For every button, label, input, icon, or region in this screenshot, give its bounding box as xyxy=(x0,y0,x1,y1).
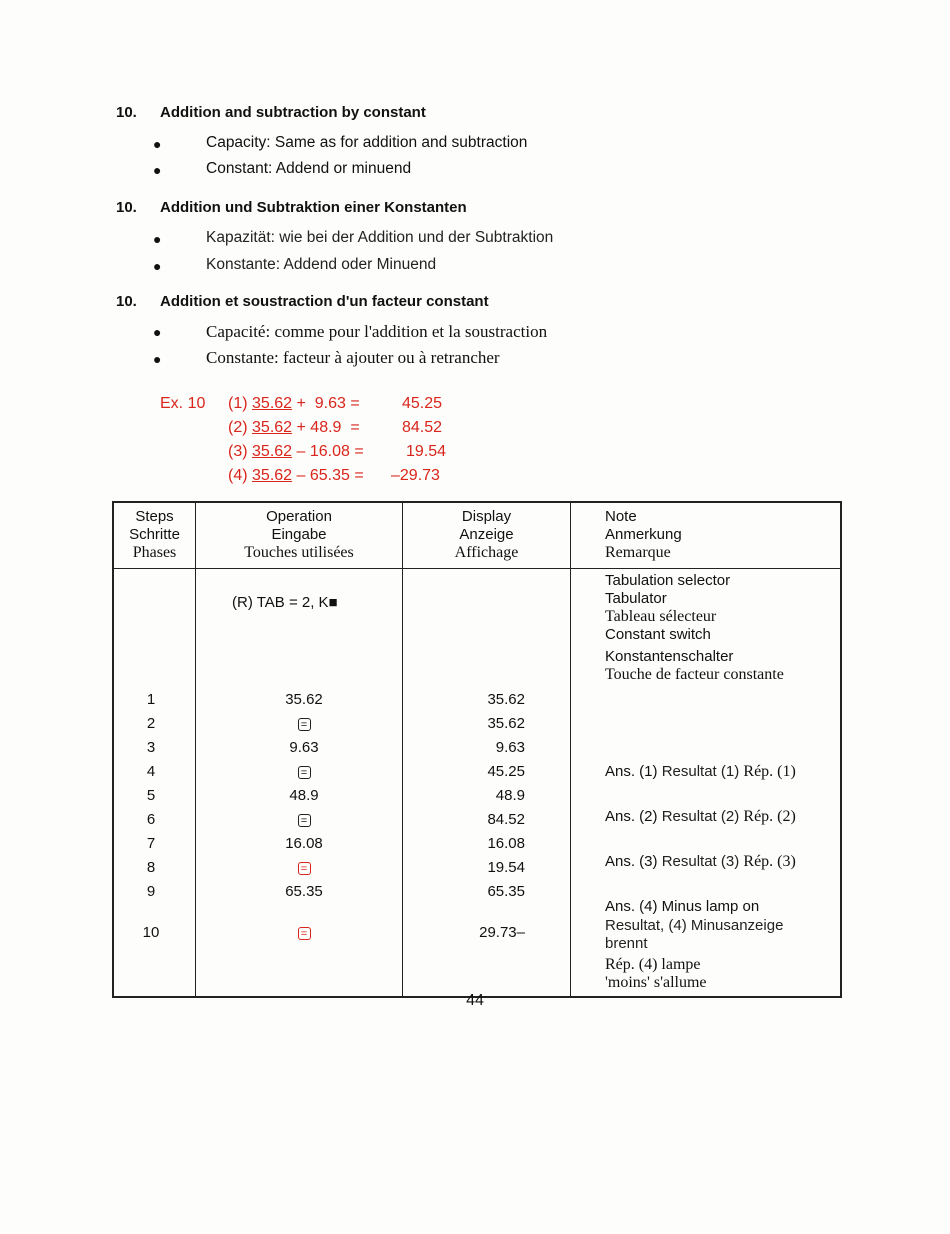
equals-key-icon: = xyxy=(298,718,311,731)
note-line: Touche de facteur constante xyxy=(605,666,784,683)
step-number: 1 xyxy=(146,691,156,708)
note-line: Tabulation selector xyxy=(605,572,731,589)
section-title-fr: Addition et soustraction d'un facteur constant xyxy=(160,293,489,310)
answer-en: Ans. (3) xyxy=(605,853,658,870)
example-constant: 35.62 xyxy=(252,419,293,436)
answer-de: Resultat (1) xyxy=(661,763,740,780)
header-operation xyxy=(196,508,402,562)
header-text: Operation xyxy=(266,508,332,525)
bullet-text: Konstante: Addend oder Minuend xyxy=(206,256,437,273)
display-value: 29.73– xyxy=(479,924,525,941)
example-result: 84.52 xyxy=(402,419,443,436)
display-value: 16.08 xyxy=(487,835,525,852)
equals-key-icon: = xyxy=(298,814,311,827)
answer-note xyxy=(605,853,796,871)
display-value: 48.9 xyxy=(495,787,525,804)
step-number: 4 xyxy=(146,763,156,780)
column-divider xyxy=(195,503,196,996)
step-number: 10 xyxy=(142,924,160,941)
bullet-icon: ● xyxy=(153,258,162,274)
bullet-text: Capacity: Same as for addition and subtraction xyxy=(206,134,528,151)
bullet-text: Constant: Addend or minuend xyxy=(206,160,412,177)
note-line: Tabulator xyxy=(605,590,667,607)
example-expression: – 65.35 = xyxy=(296,467,364,484)
note-line: Constant switch xyxy=(605,626,711,643)
step-number: 7 xyxy=(146,835,156,852)
header-text: Phases xyxy=(132,544,177,561)
operation-value: 9.63 xyxy=(289,739,319,756)
example-expression: + 48.9 = xyxy=(296,419,360,436)
section-title-de: Addition und Subtraktion einer Konstanten xyxy=(160,199,467,216)
example-index: (1) xyxy=(228,395,248,412)
bullet-icon: ● xyxy=(153,162,162,178)
operation-value: 65.35 xyxy=(285,883,323,900)
setup-note xyxy=(605,572,784,684)
answer-de: Resultat (3) xyxy=(661,853,740,870)
equals-key-icon: = xyxy=(298,862,311,875)
section-number: 10. xyxy=(116,104,137,121)
bullet-icon: ● xyxy=(153,136,162,152)
header-note xyxy=(605,508,682,562)
header-text: Steps xyxy=(135,508,174,525)
step-number: 3 xyxy=(146,739,156,756)
answer-note xyxy=(605,808,796,826)
bullet-icon: ● xyxy=(153,231,162,247)
header-text: Eingabe xyxy=(271,526,327,543)
header-text: Anzeige xyxy=(459,526,514,543)
header-text: Note xyxy=(605,508,637,525)
display-value: 45.25 xyxy=(487,763,525,780)
answer-note-4 xyxy=(605,898,783,993)
note-line: Ans. (4) Minus lamp on xyxy=(605,898,760,915)
operation-value: 16.08 xyxy=(285,835,323,852)
example-line xyxy=(228,395,360,413)
answer-en: Ans. (2) xyxy=(605,808,658,825)
bullet-text: Capacité: comme pour l'addition et la soustraction xyxy=(206,322,548,341)
equals-key-icon: = xyxy=(298,927,311,940)
example-result: 45.25 xyxy=(402,395,443,412)
equals-key-icon: = xyxy=(298,766,311,779)
answer-note xyxy=(605,763,796,781)
section-title-en: Addition and subtraction by constant xyxy=(160,104,426,121)
example-constant: 35.62 xyxy=(252,467,293,484)
operation-table xyxy=(112,501,842,998)
answer-fr: Rép. (1) xyxy=(743,763,796,780)
operation-key xyxy=(244,811,364,828)
step-number: 9 xyxy=(146,883,156,900)
display-value: 35.62 xyxy=(487,715,525,732)
operation-key xyxy=(244,859,364,876)
example-expression: + 9.63 = xyxy=(296,395,360,412)
example-result: 19.54 xyxy=(406,443,447,460)
example-index: (4) xyxy=(228,467,248,484)
step-number: 5 xyxy=(146,787,156,804)
example-result: –29.73 xyxy=(391,467,440,484)
display-value: 65.35 xyxy=(487,883,525,900)
example-line xyxy=(228,467,364,485)
bullet-text: Kapazität: wie bei der Addition und der Subtraktion xyxy=(206,229,554,246)
header-text: Display xyxy=(461,508,512,525)
operation-key xyxy=(244,715,364,732)
section-number: 10. xyxy=(116,199,137,216)
page-number: 44 xyxy=(466,992,484,1009)
answer-de: Resultat (2) xyxy=(661,808,740,825)
column-divider xyxy=(402,503,403,996)
header-text: Touches utilisées xyxy=(244,544,354,561)
example-label: Ex. 10 xyxy=(160,395,206,412)
step-number: 6 xyxy=(146,811,156,828)
answer-fr: Rép. (3) xyxy=(743,853,796,870)
operation-value: 48.9 xyxy=(289,787,319,804)
display-value: 9.63 xyxy=(495,739,525,756)
header-text: Schritte xyxy=(129,526,180,543)
answer-en: Ans. (1) xyxy=(605,763,658,780)
setup-operation: (R) TAB = 2, K■ xyxy=(232,594,338,611)
note-line: 'moins' s'allume xyxy=(605,974,707,991)
header-steps xyxy=(114,508,195,562)
header-text: Remarque xyxy=(605,544,671,561)
operation-key xyxy=(244,763,364,780)
note-line: Tableau sélecteur xyxy=(605,608,717,625)
answer-fr: Rép. (2) xyxy=(743,808,796,825)
example-expression: – 16.08 = xyxy=(296,443,364,460)
note-line: Rép. (4) lampe xyxy=(605,955,701,973)
operation-key xyxy=(244,924,364,941)
step-number: 2 xyxy=(146,715,156,732)
column-divider xyxy=(570,503,571,996)
operation-value: 35.62 xyxy=(285,691,323,708)
bullet-text: Constante: facteur à ajouter ou à retrancher xyxy=(206,348,500,367)
display-value: 19.54 xyxy=(487,859,525,876)
example-index: (3) xyxy=(228,443,248,460)
note-line: Konstantenschalter xyxy=(605,648,734,665)
display-value: 35.62 xyxy=(487,691,525,708)
header-text: Anmerkung xyxy=(605,526,682,543)
header-display xyxy=(403,508,570,562)
example-line xyxy=(228,419,360,437)
note-line: Resultat, (4) Minusanzeige xyxy=(605,916,784,934)
example-line xyxy=(228,443,364,461)
example-index: (2) xyxy=(228,419,248,436)
example-constant: 35.62 xyxy=(252,443,293,460)
note-line: brennt xyxy=(605,935,648,952)
header-text: Affichage xyxy=(454,544,519,561)
bullet-icon: ● xyxy=(153,351,162,367)
display-value: 84.52 xyxy=(487,811,525,828)
header-divider xyxy=(114,568,840,569)
step-number: 8 xyxy=(146,859,156,876)
example-constant: 35.62 xyxy=(252,395,293,412)
bullet-icon: ● xyxy=(153,324,162,340)
section-number: 10. xyxy=(116,293,137,310)
